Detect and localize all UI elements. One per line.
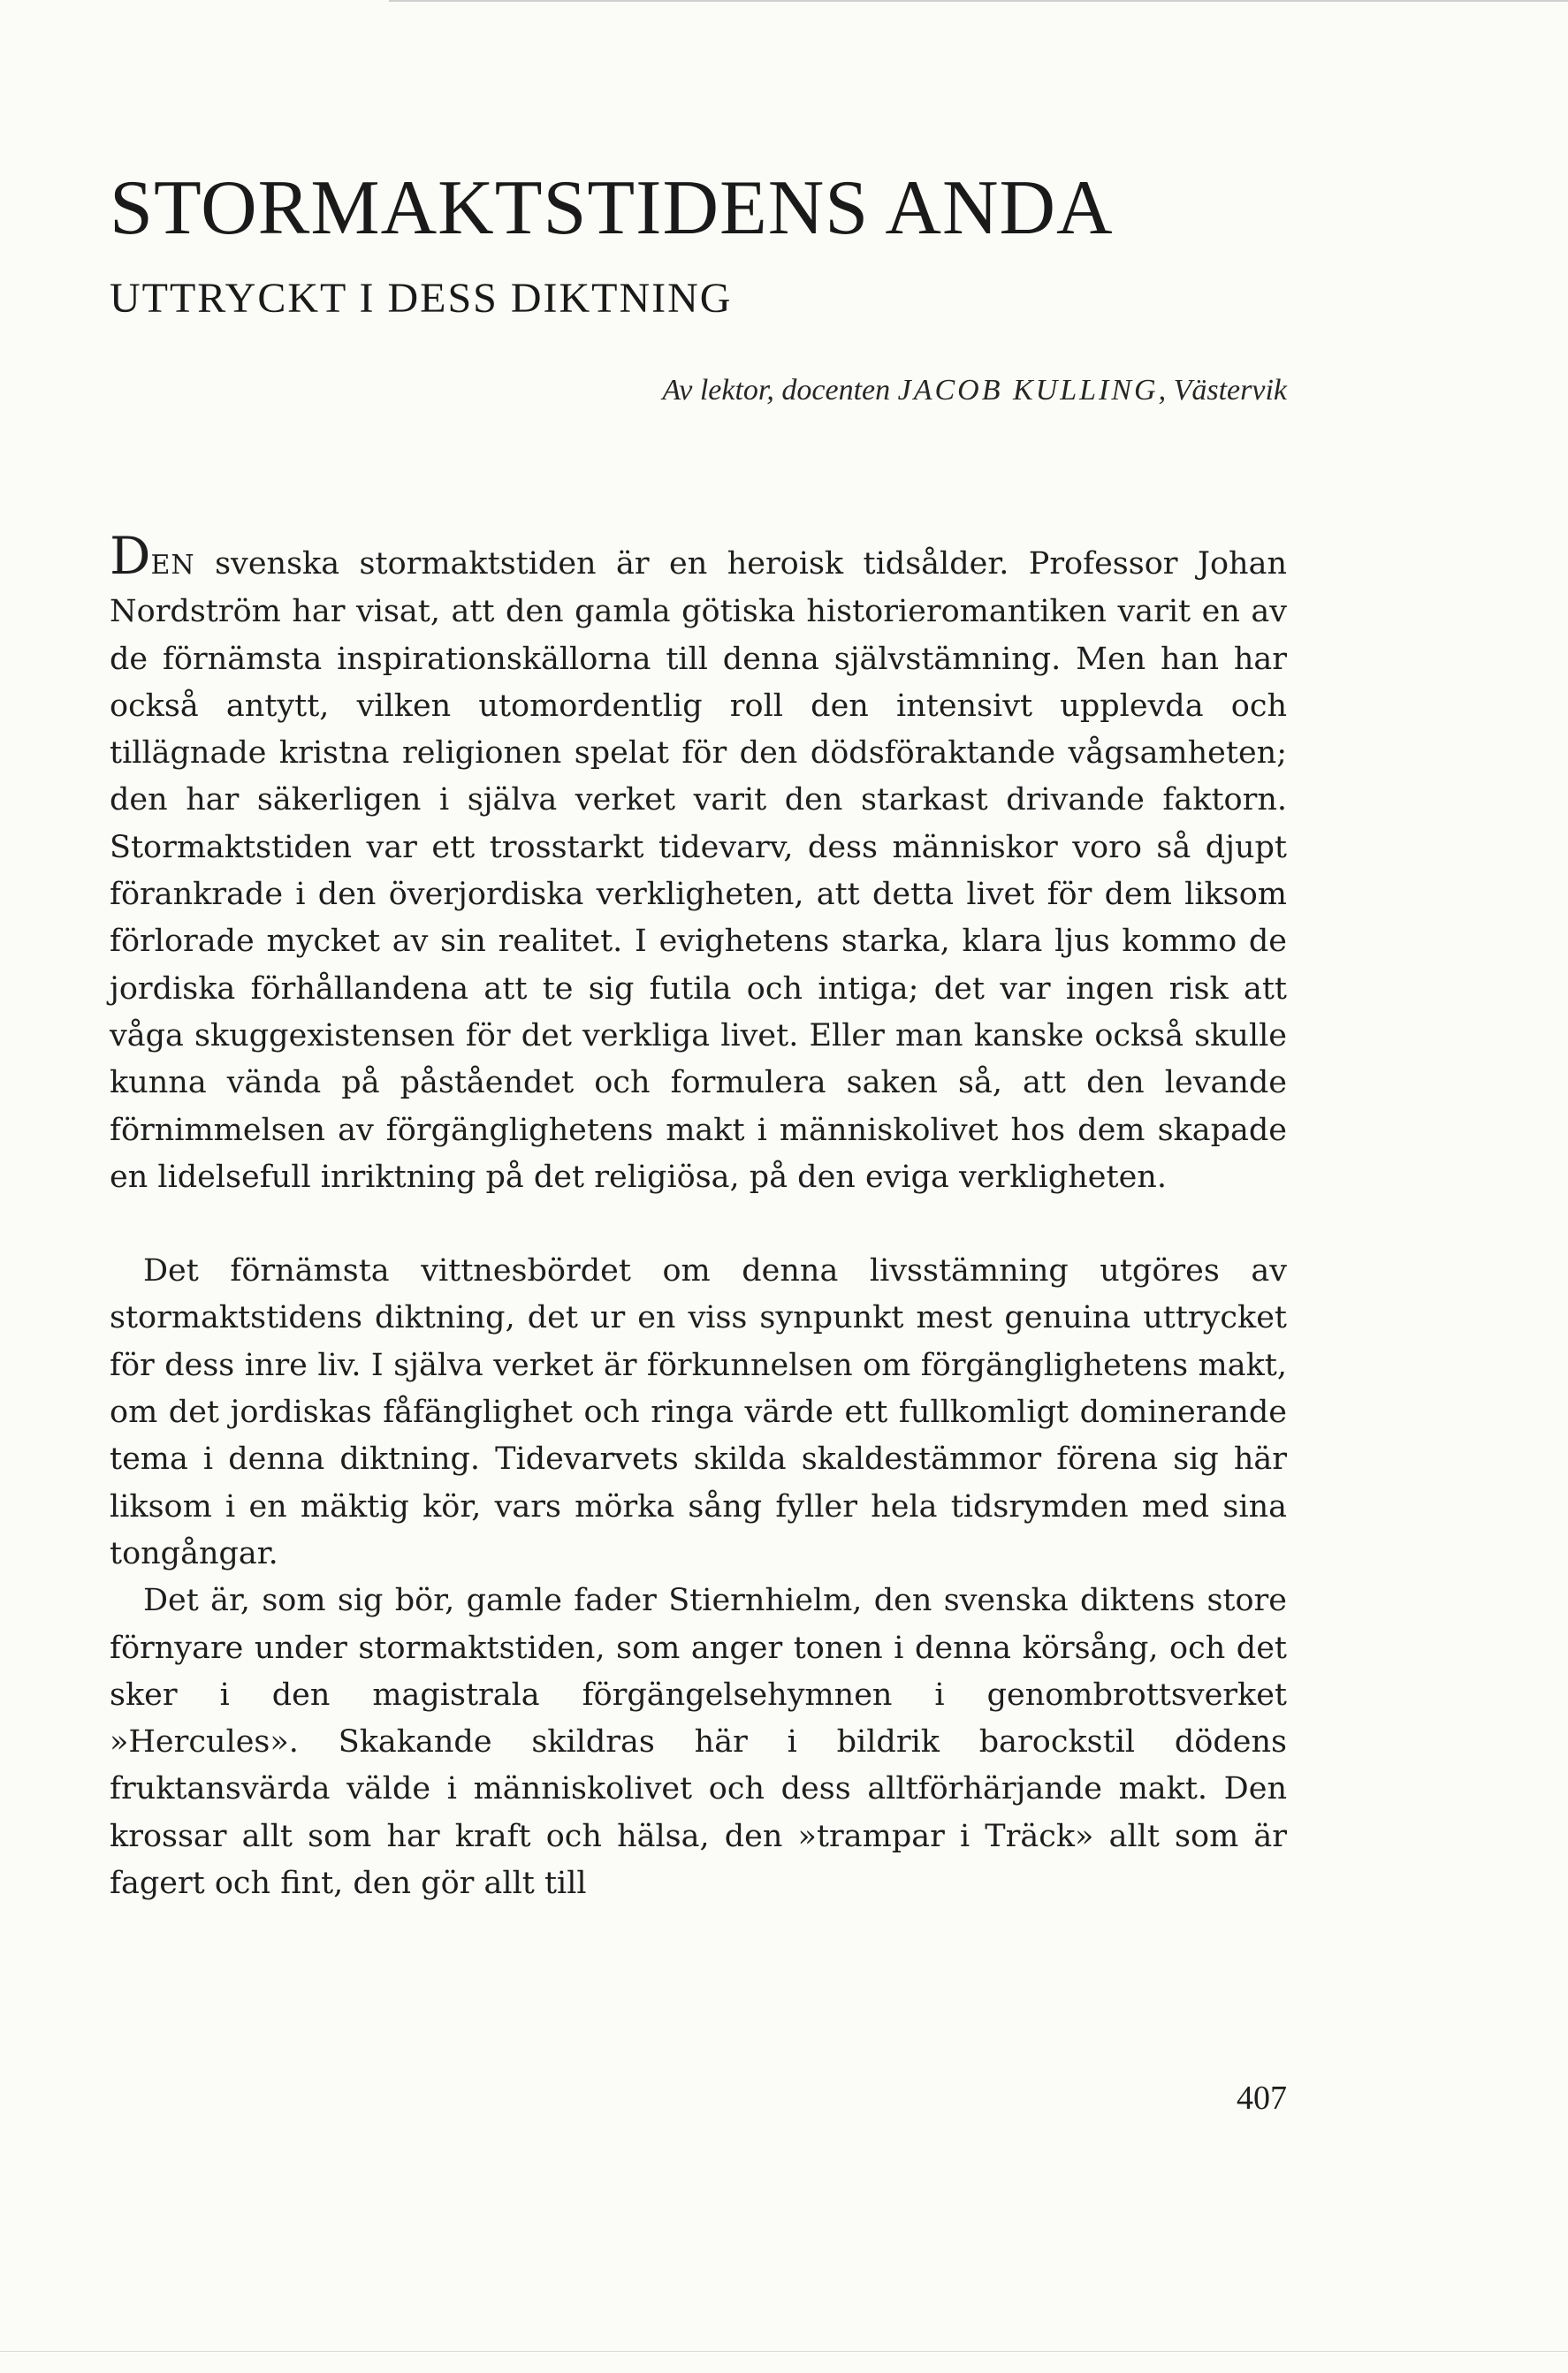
article-body <box>110 526 1287 1907</box>
page-number: 407 <box>1237 2080 1287 2117</box>
byline-prefix: Av lektor, docenten <box>662 374 898 407</box>
paragraph-3: Det är, som sig bör, gamle fader Stiernhielm, den svenska diktens store förnyare under stormaktstiden, som anger tonen i denna körsång, och det sker i den magistrala förgängelsehymnen i genombrottsverket »Hercules». Skakande skildras här i bildrik barockstil dödens fruktansvärda välde i människolivet och dess alltförhärjande makt. Den krossar allt som har kraft och hälsa, den »trampar i Träck» allt som är fagert och fint, den gör allt till <box>110 1583 1287 1902</box>
byline <box>110 371 1287 410</box>
byline-author: JACOB KULLING <box>897 374 1159 407</box>
bottom-edge-rule <box>0 2351 1568 2352</box>
top-edge-rule <box>389 0 1568 2</box>
paragraph-2: Det förnämsta vittnesbördet om denna livsstämning utgöres av stormaktstidens diktning, det ur en viss synpunkt mest genuina uttrycket för dess inre liv. I själva verket är förkunnelsen om förgänglighetens makt, om det jordiskas fåfänglighet och ringa värde ett fullkomligt dominerande tema i denna diktning. Tidevarvets skilda skaldestämmor förena sig här liksom i en mäktig kör, vars mörka sång fyller hela tidsrymden med sina tongångar. <box>110 1253 1287 1571</box>
paragraph-1-text: svenska stormaktstiden är en heroisk tidsålder. Professor Johan Nordström har visat, att den gamla götiska historieromantiken varit en av de förnämsta inspirationskällorna till denna självstämning. Men han har också antytt, vilken utomordentlig roll den intensivt upplevda och tillägnade kristna religionen spelat för den dödsföraktande vågsamheten; den har säkerligen i själva verket varit den starkast drivande faktorn. Stormaktstiden var ett trosstarkt tidevarv, dess människor voro så djupt förankrade i den överjordiska verkligheten, att detta livet för dem liksom förlorade mycket av sin realitet. I evighetens starka, klara ljus kommo de jordiska förhållandena att te sig futila och intiga; det var ingen risk att våga skuggexistensen för det verkliga livet. Eller man kanske också skulle kunna vända på påståendet och formulera saken så, att den levande förnimmelsen av förgänglighetens makt i människolivet hos dem skapade en lidelsefull inriktning på det religiösa, på den eviga verkligheten. <box>110 546 1287 1195</box>
opening-smallcaps: EN <box>150 550 195 581</box>
byline-suffix: , Västervik <box>1158 374 1287 407</box>
article-subtitle: UTTRYCKT I DESS DIKTNING <box>110 275 733 322</box>
paragraph-1 <box>110 526 1287 1201</box>
dropcap-letter: D <box>110 526 151 586</box>
article-title: STORMAKTSTIDENS ANDA <box>110 165 1114 251</box>
